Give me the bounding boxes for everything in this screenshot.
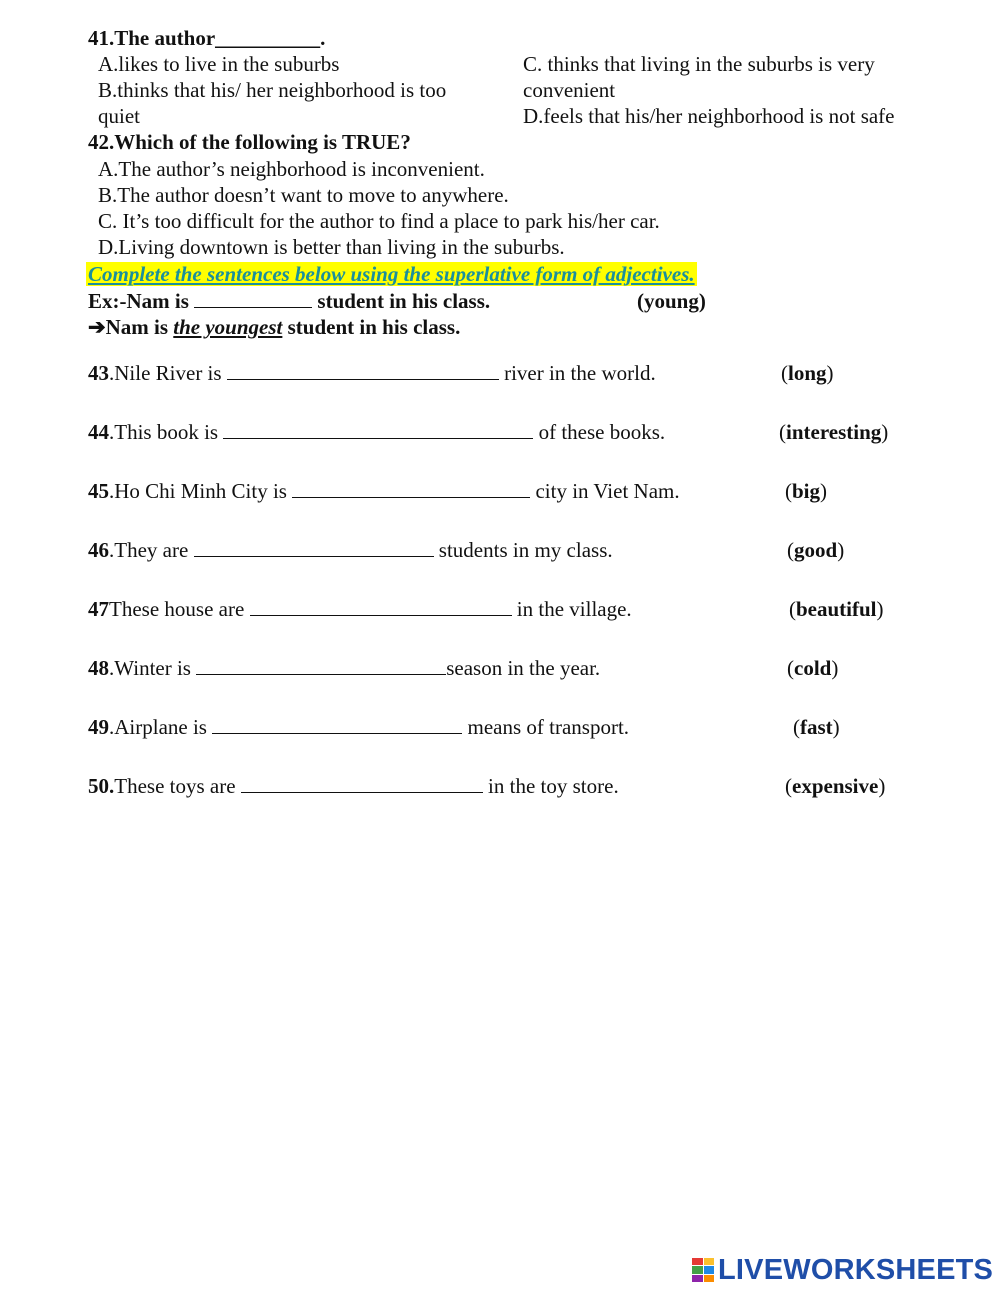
answer-blank-46[interactable] [194, 538, 434, 557]
question-text-before: .This book is [109, 420, 219, 444]
option-41-b-line1: B.thinks that his/ her neighborhood is too [98, 78, 447, 102]
hint-47: (beautiful) [789, 597, 884, 621]
hint-word: long [788, 361, 827, 385]
instruction-text: Complete the sentences below using the superlative form of adjectives. [88, 262, 695, 286]
question-text-before: .They are [109, 538, 189, 562]
example-suffix: student in his class. [317, 289, 491, 313]
hint-45: (big) [785, 479, 828, 503]
example-answer-suffix: student in his class. [287, 315, 461, 339]
example-blank [194, 289, 312, 308]
option-42-a: A.The author’s neighborhood is inconvenient. [98, 157, 485, 181]
question-text-before: .Nile River is [109, 361, 222, 385]
option-41-a: A.likes to live in the suburbs [98, 52, 340, 76]
question-number: 46 [88, 538, 109, 562]
option-41-c-line1: C. thinks that living in the suburbs is very [523, 52, 875, 76]
example-prefix: Ex:-Nam is [88, 289, 189, 313]
question-text-after: in the toy store. [488, 774, 619, 798]
option-41-b-line2: quiet [98, 104, 140, 128]
question-47 [88, 596, 632, 622]
question-number: 47 [88, 597, 109, 621]
question-text-after: city in Viet Nam. [535, 479, 680, 503]
hint-46: (good) [787, 538, 845, 562]
question-text-before: These house are [109, 597, 245, 621]
question-text-before: .Winter is [109, 656, 191, 680]
hint-word: good [794, 538, 838, 562]
question-number: 50. [88, 774, 115, 798]
option-42-d: D.Living downtown is better than living in the suburbs. [98, 235, 565, 259]
example-answer-prefix: Nam is [105, 315, 169, 339]
answer-blank-45[interactable] [292, 479, 530, 498]
question-text-after: season in the year. [446, 656, 601, 680]
question-43 [88, 360, 656, 386]
option-42-b: B.The author doesn’t want to move to anywhere. [98, 183, 509, 207]
answer-blank-50[interactable] [241, 774, 483, 793]
answer-blank-47[interactable] [250, 597, 512, 616]
hint-44: (interesting) [779, 420, 889, 444]
question-number: 48 [88, 656, 109, 680]
example-answer-line [88, 314, 460, 340]
option-42-c: C. It’s too difficult for the author to find a place to park his/her car. [98, 209, 660, 233]
example-line [88, 288, 490, 314]
logo-text: LIVEWORKSHEETS [718, 1253, 994, 1286]
hint-43: (long) [781, 361, 834, 385]
question-text-after: of these books. [538, 420, 666, 444]
question-text-before: .Airplane is [109, 715, 207, 739]
question-text-after: river in the world. [504, 361, 656, 385]
hint-word: interesting [786, 420, 882, 444]
question-45 [88, 478, 680, 504]
instruction-heading [86, 261, 697, 287]
hint-word: cold [794, 656, 832, 680]
question-50 [88, 773, 619, 799]
question-text-after: means of transport. [467, 715, 630, 739]
example-hint: (young) [637, 289, 706, 313]
example-answer: the youngest [173, 315, 283, 339]
question-number: 44 [88, 420, 109, 444]
hint-49: (fast) [793, 715, 840, 739]
answer-blank-49[interactable] [212, 715, 462, 734]
liveworksheets-badge-icon [692, 1258, 714, 1282]
option-41-c-line2: convenient [523, 78, 616, 102]
question-text-after: in the village. [516, 597, 632, 621]
question-41-stem: 41.The author__________. [88, 26, 326, 50]
arrow-icon: ➔ [88, 315, 106, 339]
hint-word: beautiful [796, 597, 877, 621]
liveworksheets-logo [692, 1254, 993, 1286]
question-number: 45 [88, 479, 109, 503]
question-48 [88, 655, 600, 681]
question-text-before: .Ho Chi Minh City is [109, 479, 287, 503]
hint-48: (cold) [787, 656, 839, 680]
hint-word: expensive [792, 774, 879, 798]
question-number: 43 [88, 361, 109, 385]
hint-word: fast [800, 715, 833, 739]
answer-blank-48[interactable] [196, 656, 446, 675]
question-49 [88, 714, 629, 740]
hint-50: (expensive) [785, 774, 886, 798]
question-text-before: These toys are [114, 774, 236, 798]
question-42-stem: 42.Which of the following is TRUE? [88, 130, 411, 154]
question-46 [88, 537, 613, 563]
question-number: 49 [88, 715, 109, 739]
answer-blank-43[interactable] [227, 361, 499, 380]
hint-word: big [792, 479, 821, 503]
answer-blank-44[interactable] [223, 420, 533, 439]
question-text-after: students in my class. [438, 538, 613, 562]
question-44 [88, 419, 665, 445]
option-41-d: D.feels that his/her neighborhood is not safe [523, 104, 895, 128]
